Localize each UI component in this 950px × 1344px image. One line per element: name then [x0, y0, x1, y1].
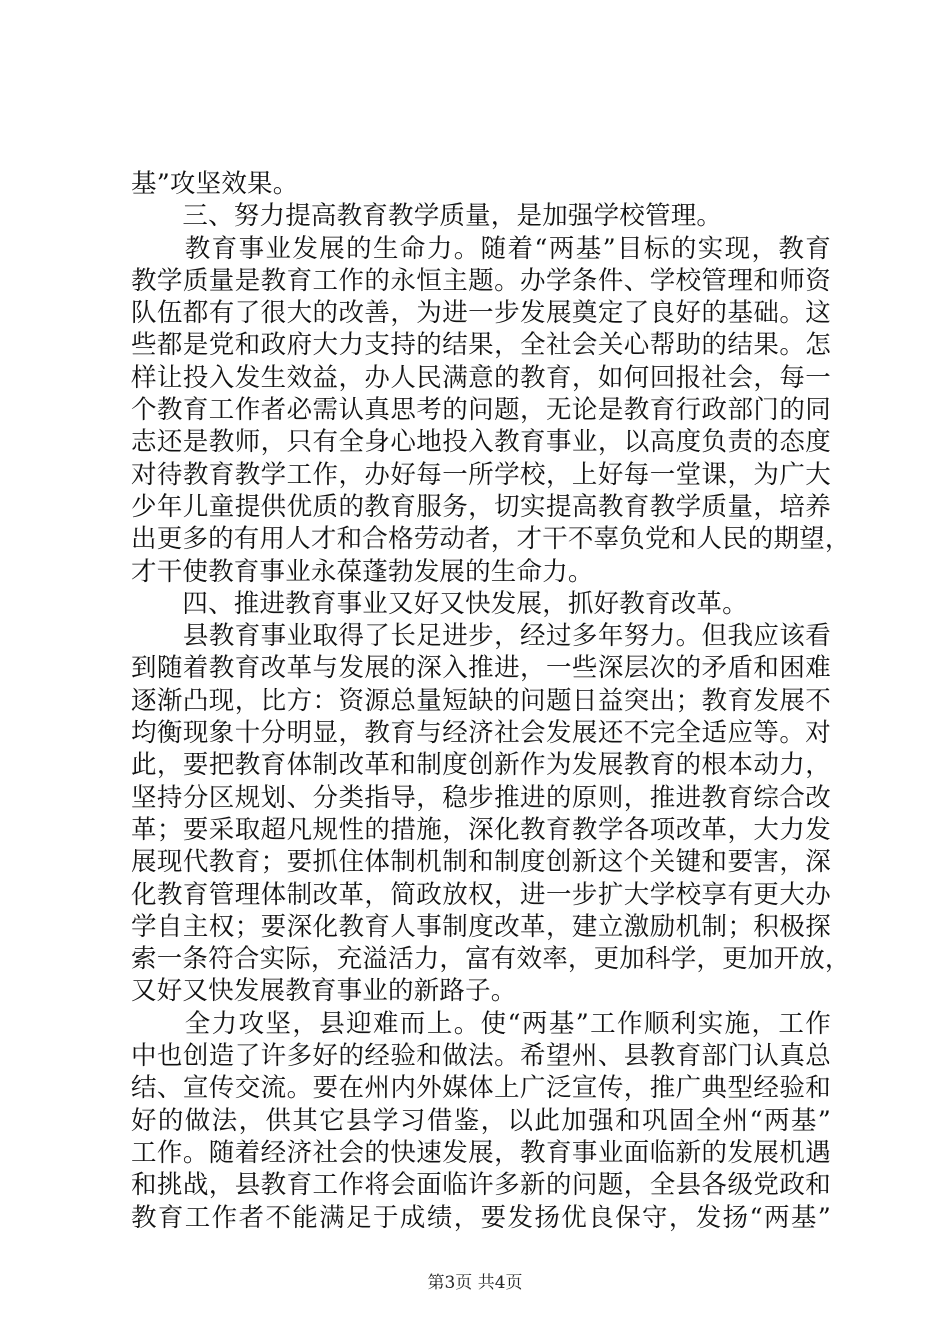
text-line: 到随着教育改革与发展的深入推进，一些深层次的矛盾和困难	[131, 653, 831, 684]
document-body	[131, 168, 851, 1234]
text-line: 和挑战，县教育工作将会面临许多新的问题，全县各级党政和	[131, 1170, 831, 1201]
text-line: 教学质量是教育工作的永恒主题。办学条件、学校管理和师资	[131, 265, 831, 296]
text-line: 结、宣传交流。要在州内外媒体上广泛宣传，推广典型经验和	[131, 1073, 831, 1104]
text-line: 教育事业发展的生命力。随着“两基”目标的实现，教育	[131, 233, 831, 264]
text-line: 又好又快发展教育事业的新路子。	[131, 976, 517, 1007]
text-line: 个教育工作者必需认真思考的问题，无论是教育行政部门的同	[131, 395, 831, 426]
text-line: 逐渐凸现，比方：资源总量短缺的问题日益突出；教育发展不	[131, 685, 831, 716]
text-line: 学自主权；要深化教育人事制度改革，建立激励机制；积极探	[131, 911, 831, 942]
text-line: 基”攻坚效果。	[131, 169, 299, 199]
page-footer: 第3页 共4页	[427, 1273, 523, 1293]
text-line: 队伍都有了很大的改善，为进一步发展奠定了良好的基础。这	[131, 298, 831, 329]
text-line: 四、推进教育事业又好又快发展，抓好教育改革。	[131, 588, 748, 619]
text-line: 出更多的有用人才和合格劳动者，才干不辜负党和人民的期望，	[131, 524, 851, 555]
text-line: 志还是教师，只有全身心地投入教育事业，以高度负责的态度	[131, 427, 831, 458]
text-line: 对待教育教学工作，办好每一所学校，上好每一堂课，为广大	[131, 459, 831, 490]
text-line: 均衡现象十分明显，教育与经济社会发展还不完全适应等。对	[131, 718, 831, 749]
text-line: 少年儿童提供优质的教育服务，切实提高教育教学质量，培养	[131, 491, 831, 522]
text-line: 才干使教育事业永葆蓬勃发展的生命力。	[131, 556, 594, 587]
text-line: 些都是党和政府大力支持的结果，全社会关心帮助的结果。怎	[131, 330, 831, 361]
text-line: 索一条符合实际，充溢活力，富有效率，更加科学，更加开放，	[131, 944, 851, 975]
text-line: 三、努力提高教育教学质量，是加强学校管理。	[131, 201, 723, 232]
text-line: 坚持分区规划、分类指导，稳步推进的原则，推进教育综合改	[131, 782, 831, 813]
text-line: 县教育事业取得了长足进步，经过多年努力。但我应该看	[131, 621, 831, 652]
text-line: 化教育管理体制改革，简政放权，进一步扩大学校享有更大办	[131, 879, 831, 910]
text-line: 中也创造了许多好的经验和做法。希望州、县教育部门认真总	[131, 1041, 831, 1072]
text-line: 工作。随着经济社会的快速发展，教育事业面临新的发展机遇	[131, 1137, 831, 1168]
text-line: 好的做法，供其它县学习借鉴，以此加强和巩固全州“两基”	[131, 1105, 831, 1136]
text-line: 全力攻坚，县迎难而上。使“两基”工作顺利实施，工作	[131, 1008, 831, 1039]
text-line: 此，要把教育体制改革和制度创新作为发展教育的根本动力，	[131, 750, 831, 781]
text-line: 革；要采取超凡规性的措施，深化教育教学各项改革，大力发	[131, 814, 831, 845]
text-line: 教育工作者不能满足于成绩，要发扬优良保守，发扬“两基”	[131, 1202, 831, 1233]
text-line: 样让投入发生效益，办人民满意的教育，如何回报社会，每一	[131, 362, 831, 393]
text-line: 展现代教育；要抓住体制机制和制度创新这个关键和要害，深	[131, 847, 831, 878]
